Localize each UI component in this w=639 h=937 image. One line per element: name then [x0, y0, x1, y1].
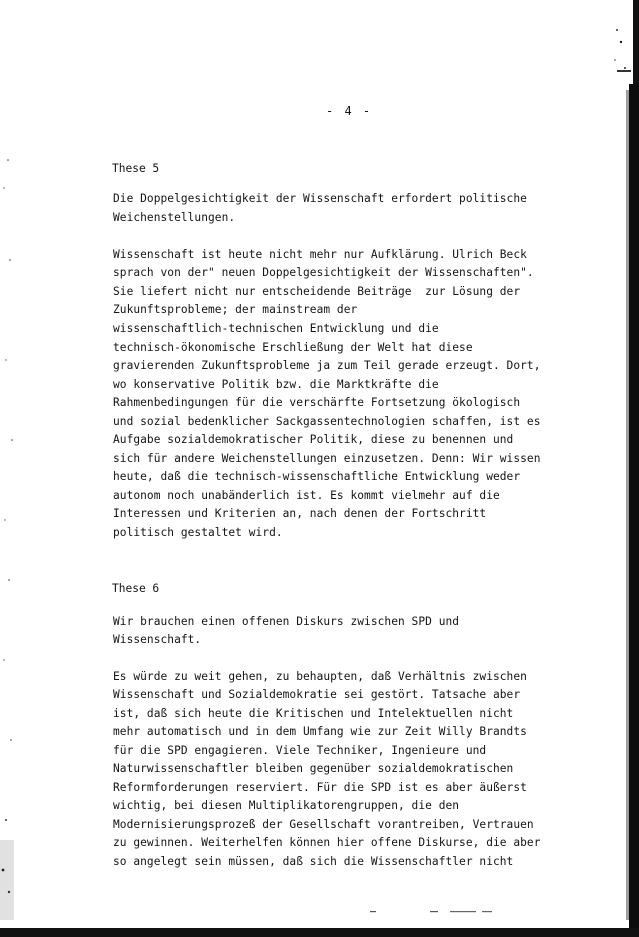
paragraph-line: sich für andere Weichenstellungen einzusetzen. Denn: Wir wissen [113, 452, 541, 465]
paragraph-line: technisch-ökonomische Erschließung der Welt hat diese [113, 341, 473, 354]
paragraph-line: autonom noch unabänderlich ist. Es kommt vielmehr auf die [113, 489, 500, 502]
scan-bottom-border [0, 928, 639, 937]
scan-right-border [629, 84, 639, 929]
paragraph-line: gravierenden Zukunftsprobleme ja zum Teil gerade erzeugt. Dort, [113, 359, 541, 372]
paragraph-line: wissenschaftlich-technischen Entwicklung und die [113, 322, 439, 335]
page-number: - 4 - [326, 104, 373, 118]
paragraph-line: zu gewinnen. Weiterhelfen können hier offene Diskurse, die aber [113, 836, 541, 849]
paragraph-line: Wissenschaft und Sozialdemokratie sei gestört. Tatsache aber [113, 688, 521, 701]
scan-artifact-left-edge [0, 140, 22, 930]
paragraph-line: für die SPD engagieren. Viele Techniker, Ingenieure und [113, 744, 487, 757]
lead-line: Weichenstellungen. [113, 211, 236, 224]
paragraph-line: politisch gestaltet wird. [113, 526, 283, 539]
paragraph-line: mehr automatisch und in dem Umfang wie zur Zeit Willy Brandts [113, 725, 527, 738]
paragraph-line: Zukunftsprobleme; der mainstream der [113, 303, 358, 316]
lead-line: Wissenschaft. [113, 633, 202, 646]
paragraph-line: wichtig, bei diesen Multiplikatorengruppen, die den [113, 799, 460, 812]
paragraph-line: wo konservative Politik bzw. die Marktkräfte die [113, 378, 439, 391]
paragraph-line: sprach von der" neuen Doppelgesichtigkeit der Wissenschaften". [113, 266, 534, 279]
paragraph-line: Aufgabe sozialdemokratischer Politik, diese zu benennen und [113, 433, 514, 446]
paragraph-line: Modernisierungsprozeß der Gesellschaft vorantreiben, Vertrauen [113, 818, 534, 831]
section-heading-these-6: These 6 [112, 582, 160, 595]
paragraph-line: Wissenschaft ist heute nicht mehr nur Aufklärung. Ulrich Beck [113, 248, 527, 261]
lead-line: Die Doppelgesichtigkeit der Wissenschaft erfordert politische [113, 192, 527, 205]
paragraph-line: heute, daß die technisch-wissenschaftliche Entwicklung weder [113, 470, 521, 483]
paragraph-line: ist, daß sich heute die Kritischen und Intelektuellen nicht [113, 707, 514, 720]
lead-line: Wir brauchen einen offenen Diskurs zwischen SPD und [113, 615, 460, 628]
paragraph-line: so angelegt sein müssen, daß sich die Wissenschaftler nicht [113, 855, 514, 868]
scan-specks-bottom [370, 908, 520, 916]
paragraph-line: Reformforderungen reserviert. Für die SPD ist es aber äußerst [113, 781, 527, 794]
paragraph-line: Interessen und Kriterien an, nach denen der Fortschritt [113, 507, 487, 520]
paragraph-line: Naturwissenschaftler bleiben gegenüber sozialdemokratischen [113, 762, 514, 775]
section-heading-these-5: These 5 [112, 162, 160, 175]
paragraph-line: Rahmenbedingungen für die verschärfte Fortsetzung ökologisch [113, 396, 521, 409]
paragraph-line: und sozial bedenklicher Sackgassentechnologien schaffen, ist es [113, 415, 541, 428]
paragraph-line: Sie liefert nicht nur entscheidende Beiträge zur Lösung der [113, 285, 521, 298]
scan-artifact-top-right [611, 0, 639, 84]
paragraph-line: Es würde zu weit gehen, zu behaupten, daß Verhältnis zwischen [113, 670, 527, 683]
scan-right-shadow [626, 90, 629, 920]
